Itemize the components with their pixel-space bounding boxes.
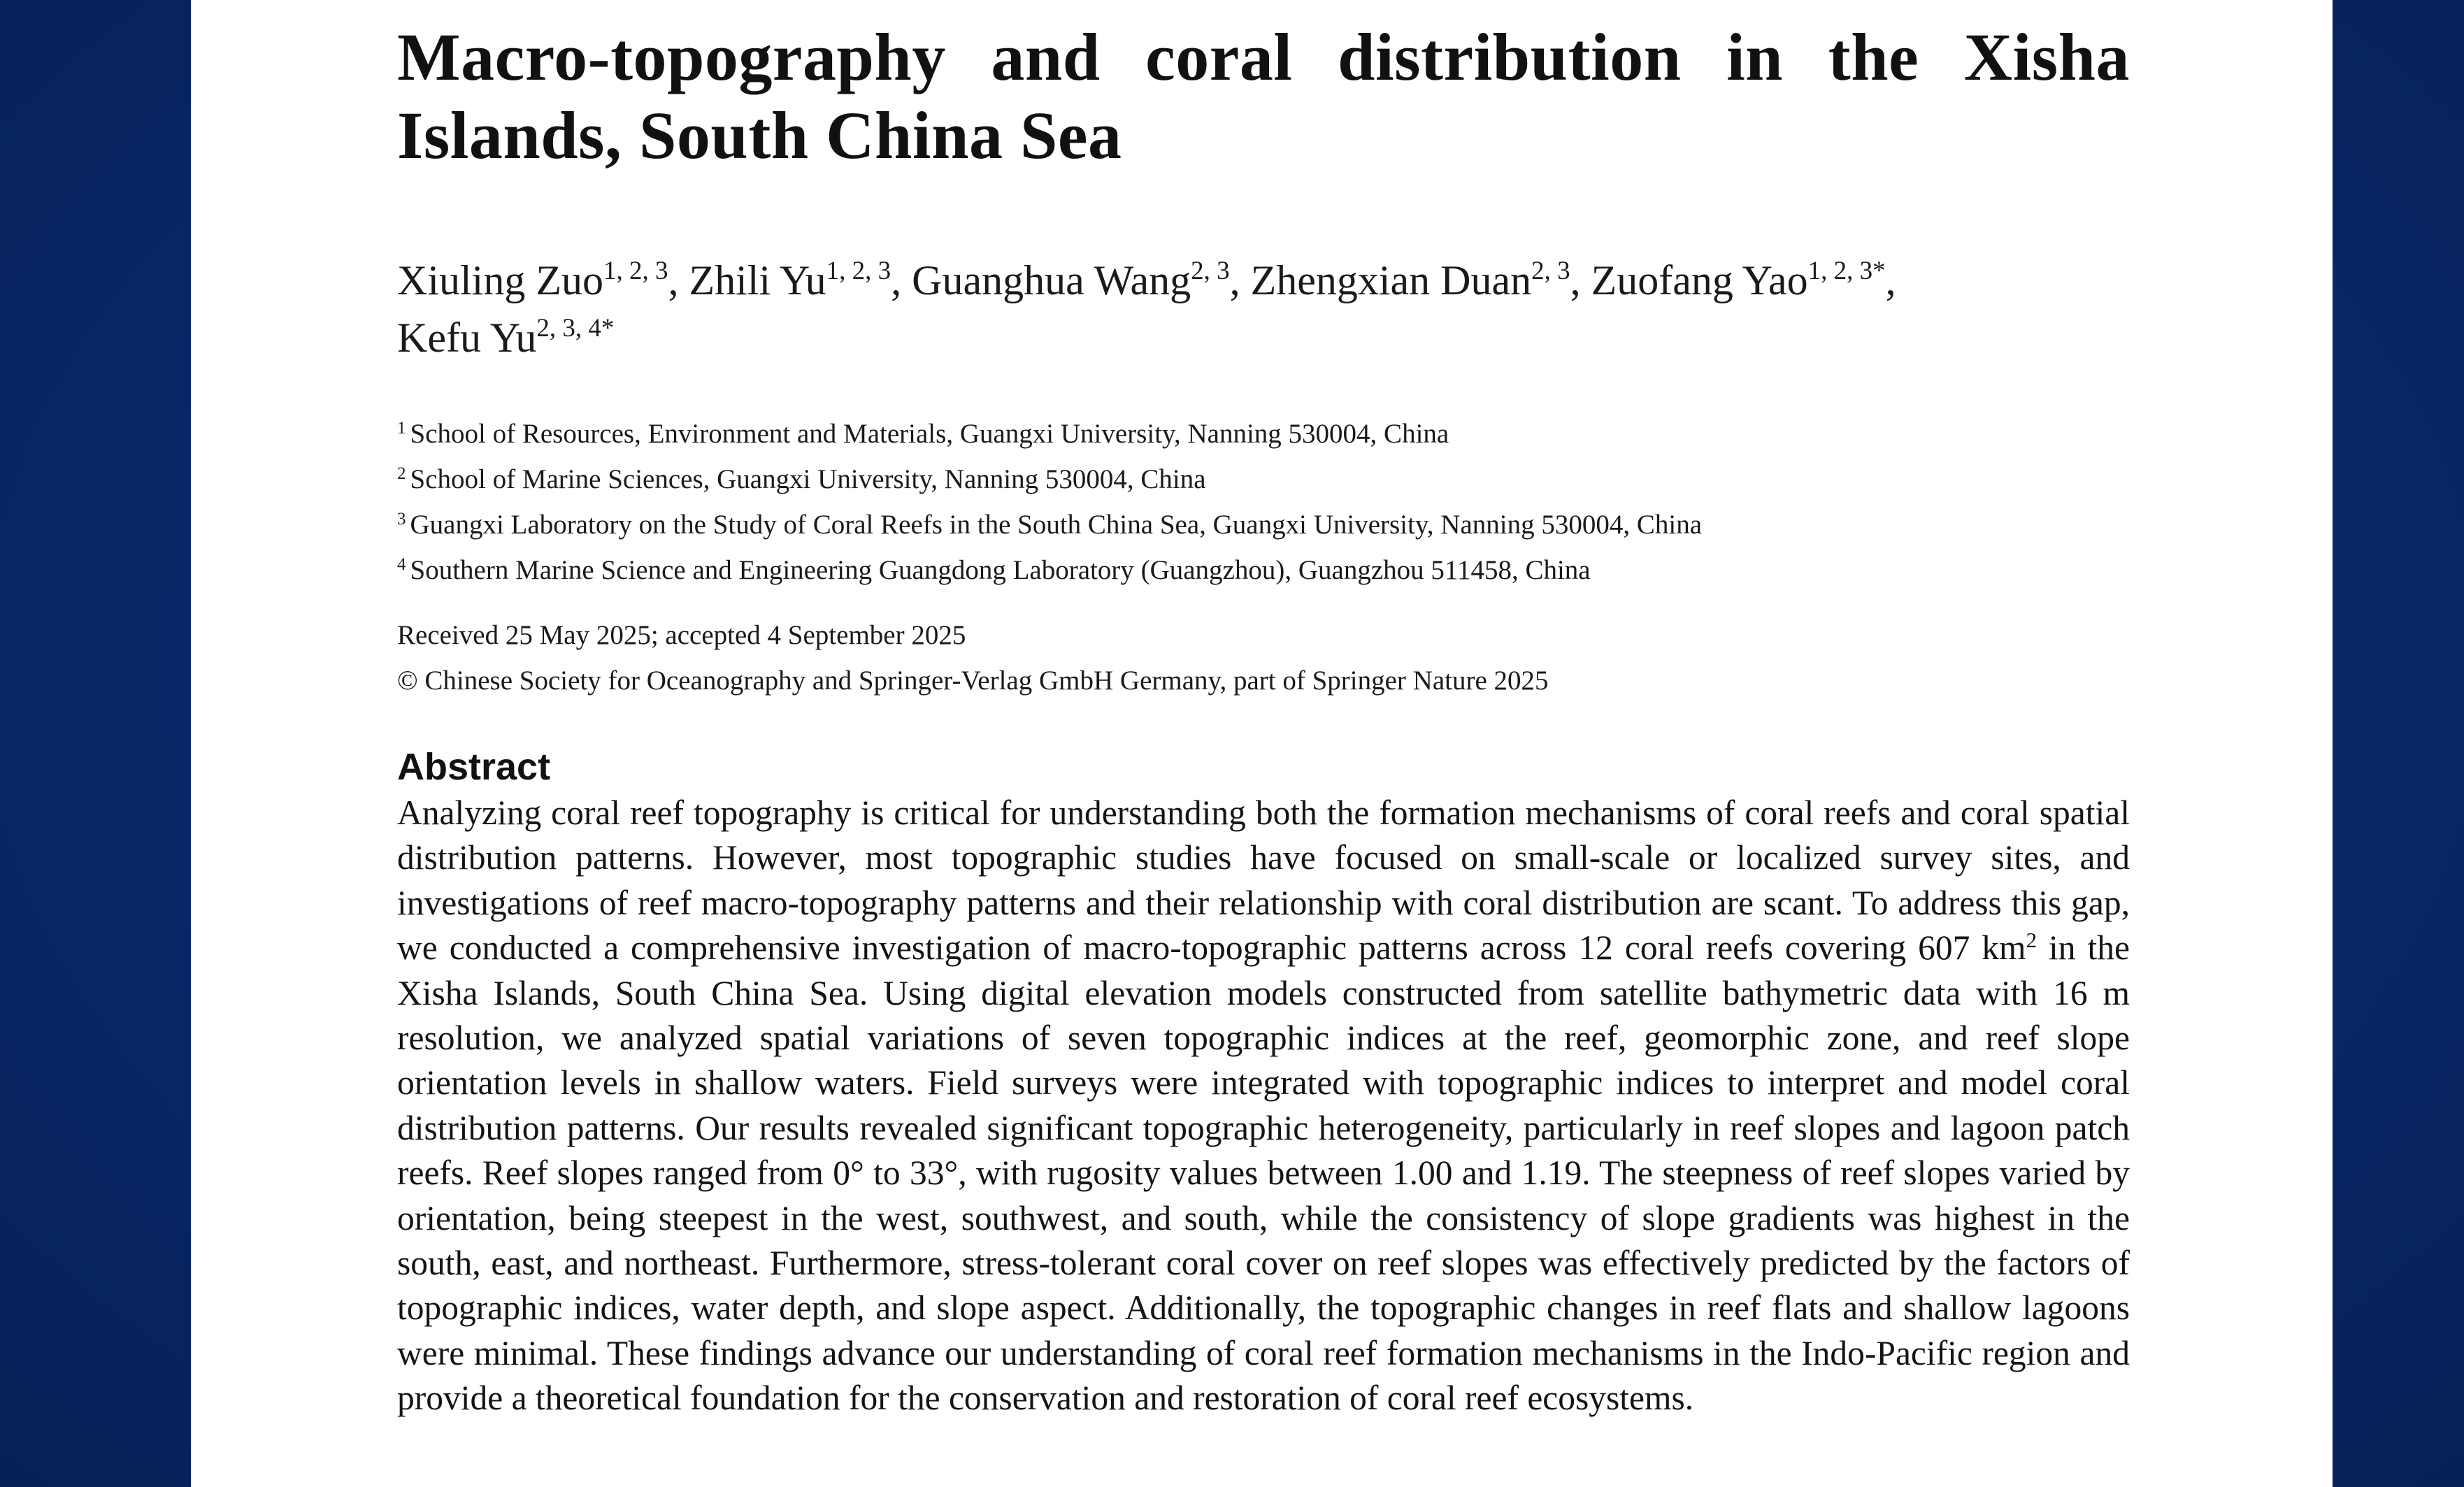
- author-separator: ,: [1229, 257, 1251, 303]
- author-name: Zuofang Yao: [1591, 257, 1808, 303]
- affiliation-text: School of Marine Sciences, Guangxi University, Nanning 530004, China: [410, 464, 1206, 494]
- author: [1591, 257, 1896, 303]
- paper-title: Macro-topography and coral distribution in the Xisha Islands, South China Sea: [397, 20, 2130, 173]
- author-affiliation-marks: 2, 3: [1191, 257, 1230, 285]
- affiliation-text: School of Resources, Environment and Materials, Guangxi University, Nanning 530004, China: [410, 419, 1449, 449]
- affiliation-text: Southern Marine Science and Engineering Guangdong Laboratory (Guangzhou), Guangzhou 511458, China: [410, 555, 1591, 585]
- author-name: Zhili Yu: [689, 257, 826, 303]
- author-separator: ,: [891, 257, 912, 303]
- abstract-superscript: 2: [2026, 928, 2037, 953]
- abstract-heading: Abstract: [397, 746, 551, 788]
- affiliation: [397, 547, 2130, 593]
- author: [397, 315, 614, 361]
- affiliation-text: Guangxi Laboratory on the Study of Coral Reefs in the South China Sea, Guangxi University, Nanning 530004, China: [410, 510, 1703, 540]
- paper-content: [397, 18, 2130, 1421]
- copyright-notice: © Chinese Society for Oceanography and Springer-Verlag GmbH Germany, part of Springer Nature 2025: [397, 666, 1549, 696]
- author-list: [397, 252, 2130, 366]
- author: [1251, 257, 1591, 303]
- affiliation-number: 2: [397, 464, 406, 483]
- author-name: Kefu Yu: [397, 315, 537, 361]
- author: [689, 257, 912, 303]
- author-affiliation-marks: 1, 2, 3: [603, 257, 668, 285]
- affiliation-number: 1: [397, 419, 406, 438]
- affiliation: [397, 411, 2130, 457]
- author-name: Zhengxian Duan: [1250, 257, 1532, 303]
- abstract-body: [397, 791, 2130, 1421]
- author-separator: ,: [668, 257, 689, 303]
- affiliation-number: 4: [397, 555, 406, 574]
- author-affiliation-marks: 2, 3, 4*: [536, 314, 615, 343]
- author-name: Xiuling Zuo: [397, 257, 603, 303]
- author-affiliation-marks: 1, 2, 3: [826, 257, 891, 285]
- affiliation-number: 3: [397, 510, 406, 529]
- publication-info: [397, 612, 2130, 703]
- received-dates: Received 25 May 2025; accepted 4 September 2025: [397, 620, 966, 650]
- affiliation: [397, 502, 2130, 547]
- author: [912, 257, 1250, 303]
- author: [397, 257, 689, 303]
- author-affiliation-marks: 1, 2, 3*: [1807, 257, 1886, 285]
- author-affiliation-marks: 2, 3: [1531, 257, 1570, 285]
- author-name: Guanghua Wang: [912, 257, 1191, 303]
- abstract-text: in the Xisha Islands, South China Sea. Using digital elevation models constructed from satellite bathymetric data with 16 m resolution, we analyzed spatial variations of seven topographic indices at the reef, geomorphic zone, and reef slope orientation levels in shallow waters. Field surveys were integrated with topographic indices to interpret and model coral distribution patterns. Our results revealed significant topographic heterogeneity, particularly in reef slopes and lagoon patch reefs. Reef slopes ranged from 0° to 33°, with rugosity values between 1.00 and 1.19. The steepness of reef slopes varied by orientation, being steepest in the west, southwest, and south, while the consistency of slope gradients was highest in the south, east, and northeast. Furthermore, stress-tolerant coral cover on reef slopes was effectively predicted by the factors of topographic indices, water depth, and slope aspect. Additionally, the topographic changes in reef flats and shallow lagoons were minimal. These findings advance our understanding of coral reef formation mechanisms in the Indo-Pacific region and provide a theoretical foundation for the conservation and restoration of coral reef ecosystems.: [397, 928, 2130, 1418]
- affiliation: [397, 457, 2130, 502]
- author-separator: ,: [1570, 257, 1591, 303]
- affiliation-list: [397, 411, 2130, 593]
- paper-page: [191, 0, 2333, 1487]
- author-separator: ,: [1885, 257, 1896, 303]
- abstract-text: Analyzing coral reef topography is critical for understanding both the formation mechanisms of coral reefs and coral spatial distribution patterns. However, most topographic studies have focused on small-scale or localized survey sites, and investigations of reef macro-topography patterns and their relationship with coral distribution are scant. To address this gap, we conducted a comprehensive investigation of macro-topographic patterns across 12 coral reefs covering 607 km: [397, 793, 2130, 968]
